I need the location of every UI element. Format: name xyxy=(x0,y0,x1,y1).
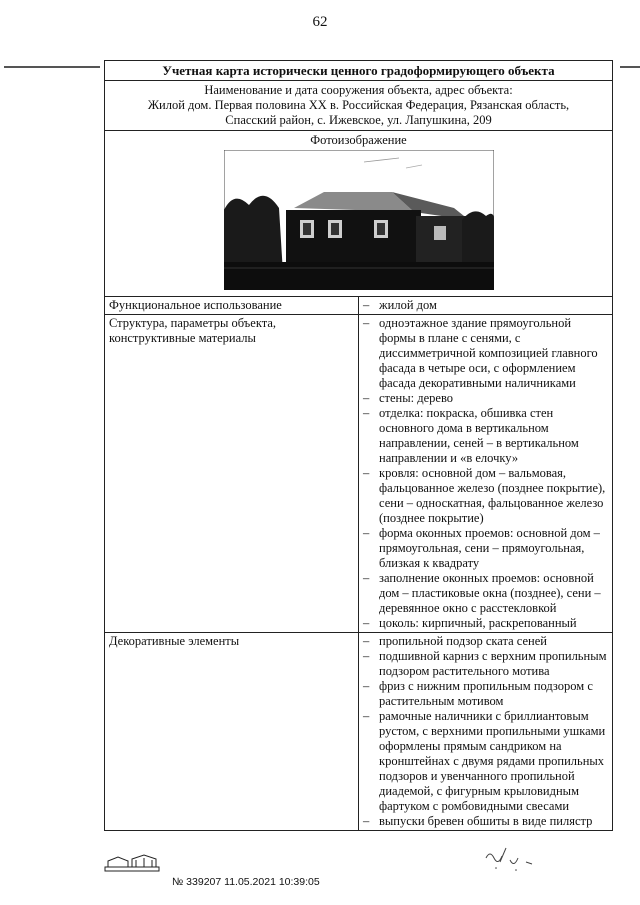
object-name-line-1: Жилой дом. Первая половина XX в. Российская Федерация, Рязанская область, xyxy=(147,98,570,112)
photo-cell xyxy=(105,131,613,297)
card-title: Учетная карта исторически ценного градоформирующего объекта xyxy=(105,61,613,81)
list-item: – стены: дерево xyxy=(363,391,608,406)
card-row-decor xyxy=(105,633,613,831)
list-item: – кровля: основной дом – вальмовая, фальцованное железо (позднее покрытие), сени – односкатная, фальцованное железо (позднее покрытие) xyxy=(363,466,608,526)
card-row-function xyxy=(105,297,613,315)
object-name-cell xyxy=(105,81,613,131)
house-photo xyxy=(224,150,494,290)
row-label-decor: Декоративные элементы xyxy=(105,633,359,831)
card-row-structure xyxy=(105,315,613,633)
list-item: – фриз с нижним пропильным подзором с растительным мотивом xyxy=(363,679,608,709)
page-number: 62 xyxy=(312,14,328,30)
object-name-line-2: Спасский район, с. Ижевское, ул. Лапушкина, 209 xyxy=(225,113,492,127)
list-item: – рамочные наличники с бриллиантовым рустом, с верхними пропильными ушками оформлены прямым сандриком на кронштейнах с двумя рядами пропильных подзоров и увенчанного пропильной диадемой, с фигурным крыловидным фартуком с ромбовидными свесами xyxy=(363,709,608,814)
list-item: – форма оконных проемов: основной дом – прямоугольная, сени – прямоугольная, близкая к квадрату xyxy=(363,526,608,571)
list-item: – заполнение оконных проемов: основной дом – пластиковые окна (позднее), сени – деревянное окно с расстекловкой xyxy=(363,571,608,616)
list-item: – отделка: покраска, обшивка стен основного дома в вертикальном направлении, сеней – в вертикальном направлении и «в елочку» xyxy=(363,406,608,466)
row-items-decor xyxy=(359,633,613,831)
object-name-heading: Наименование и дата сооружения объекта, адрес объекта: xyxy=(204,83,513,97)
scan-artifact-line-right xyxy=(620,66,640,68)
list-item: – пропильной подзор ската сеней xyxy=(363,634,608,649)
list-item: – одноэтажное здание прямоугольной формы в плане с сенями, с диссимметричной композицией главного фасада в четыре оси, с оформлением фасада декоративными наличниками xyxy=(363,316,608,391)
registry-logo-icon xyxy=(104,853,160,873)
list-item: – выпуски бревен обшиты в виде пилястр xyxy=(363,814,608,829)
list-item: – цоколь: кирпичный, раскрепованный xyxy=(363,616,608,631)
row-items-function xyxy=(359,297,613,315)
list-item: – жилой дом xyxy=(363,298,608,313)
scan-artifact-line xyxy=(4,66,100,68)
row-label-function: Функциональное использование xyxy=(105,297,359,315)
signature-mark xyxy=(482,840,542,876)
document-stamp: № 339207 11.05.2021 10:39:05 xyxy=(172,876,320,888)
row-label-structure: Структура, параметры объекта, конструктивные материалы xyxy=(105,315,359,633)
row-items-structure xyxy=(359,315,613,633)
list-item: – подшивной карниз с верхним пропильным подзором растительного мотива xyxy=(363,649,608,679)
registration-card-table xyxy=(104,60,613,831)
photo-caption: Фотоизображение xyxy=(310,133,407,147)
